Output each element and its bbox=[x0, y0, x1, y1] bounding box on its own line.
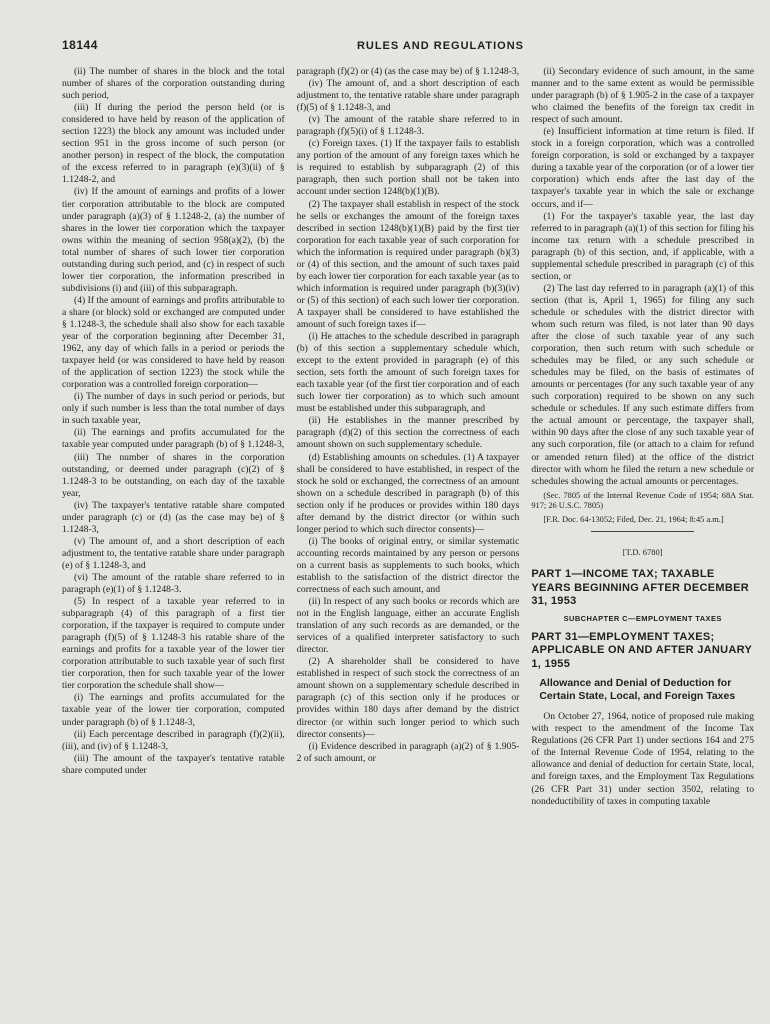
paragraph: (ii) He establishes in the manner prescribed by paragraph (d)(2) of this section the correctness of each amount shown on such supplementary schedule. bbox=[296, 415, 520, 451]
paragraph: (ii) Secondary evidence of such amount, in the same manner and to the same extent as would be permissible under paragraph (b) of § 1.905-2 in the case of a taxpayer who claimed the benefits of the foreign tax credit in respect of such amount. bbox=[531, 66, 755, 126]
paragraph: (e) Insufficient information at time return is filed. If stock in a foreign corporation, which was a controlled foreign corporation, is sold or exchanged by a taxpayer during a taxable year of the corporation (or of a lower tier corporation) which ends after the last day of the taxpayer's taxable year in which the sale or exchange occurs, and if— bbox=[531, 126, 755, 210]
text-columns bbox=[62, 66, 754, 808]
paragraph: (ii) In respect of any such books or records which are not in the English language, either an accurate English translation of any such records as are demanded, or the services of a qualified interpreter satisfactory to such director. bbox=[296, 596, 520, 656]
paragraph: (5) In respect of a taxable year referred to in subparagraph (4) of this paragraph of a first tier corporation, if the taxpayer is required to compute under paragraph (f)(5) of § 1.1248-3 his ratable share of the earnings and profits for a taxable year of the lower tier corporation attributable to such taxable year of such first tier corporation, then for such taxable year of the lower tier corporation the schedule shall show— bbox=[62, 596, 285, 692]
paragraph: (i) He attaches to the schedule described in paragraph (b) of this section a supplementary schedule which, except to the extent provided in paragraph (e) of this section, sets forth the amount of such foreign taxes for each taxable year (of the first tier corporation and of each such lower tier corporation) as to which such amount must be established under this subparagraph, and bbox=[296, 331, 520, 415]
paragraph: (c) Foreign taxes. (1) If the taxpayer fails to establish any portion of the amount of any foreign taxes which he is required to establish by subparagraph (2) of this paragraph, then such portion shall not be taken into account under section 1248(b)(1)(B). bbox=[296, 138, 520, 198]
paragraph: (ii) The number of shares in the block and the total number of shares of the corporation outstanding during such period, bbox=[62, 66, 285, 102]
treasury-decision-number: [T.D. 6780] bbox=[622, 547, 663, 558]
paragraph: (2) A shareholder shall be considered to have established in respect of such stock the correctness of an amount shown on a supplementary schedule described in paragraph (c) of this section only if he produces or provides within 180 days after demand by the district director (or within such longer period to which such director consents)— bbox=[296, 656, 520, 740]
paragraph: (i) The number of days in such period or periods, but only if such number is less than the total number of days in such taxable year, bbox=[62, 391, 285, 427]
paragraph: (iii) The number of shares in the corporation outstanding, or deemed under paragraph (c)(2) of § 1.1248-3 to be outstanding, on each day of the taxable year, bbox=[62, 451, 285, 499]
paragraph: (2) The last day referred to in paragraph (a)(1) of this section (that is, April 1, 1965) for filing any such schedule or schedules with the district director with whom such return was filed, is not later than 90 days after the close of such taxable year of any such corporation, then such return with such schedule or schedules may be filed, or any such schedule or schedules may be filed, on the basis of estimates of amounts or percentages (for any such taxable year of any such corporation) required to be shown on any such schedule or schedules. If any such estimate differs from the actual amount or percentage, the taxpayer shall, within 90 days after the close of any such taxable year of any such corporation, file (or attach to a claim for refund or amended return filed) at the office of the district director with whom he filed the return a new schedule or schedules showing the actual amounts or percentages. bbox=[531, 282, 755, 487]
section-heading: Allowance and Denial of Deduction for Certain State, Local, and Foreign Taxes bbox=[539, 677, 736, 703]
paragraph: (2) The taxpayer shall establish in respect of the stock he sells or exchanges the amount of the foreign taxes described in section 1248(b)(1)(B) paid by the first tier corporation for each taxable year of such corporation for which the information is required under paragraph (b)(3) or (4) of this section, and the amount of such taxes paid by each lower tier corporation for each taxable year (as to which information is required under paragraph (b)(3)(iv) or (5) of this section) of each such lower tier corporation. A taxpayer shall be considered to have established the amount of such foreign taxes if— bbox=[296, 198, 520, 330]
divider bbox=[591, 531, 694, 532]
fr-doc-citation: [F.R. Doc. 64-13052; Filed, Dec. 21, 1964; 8:45 a.m.] bbox=[543, 514, 724, 524]
paragraph: (ii) Each percentage described in paragraph (f)(2)(ii), (iii), and (iv) of § 1.1248-3, bbox=[62, 728, 285, 752]
column-3 bbox=[531, 66, 754, 808]
paragraph: (iv) The amount of, and a short description of each adjustment to, the tentative ratable share under paragraph (f)(5) of § 1.1248-3, and bbox=[296, 78, 520, 114]
paragraph: (i) The earnings and profits accumulated for the taxable year of the lower tier corporation, computed under paragraph (b) of § 1.1248-3, bbox=[62, 692, 285, 728]
paragraph: (iii) The amount of the taxpayer's tentative ratable share computed under bbox=[62, 752, 285, 776]
subchapter-heading: SUBCHAPTER C—EMPLOYMENT TAXES bbox=[563, 613, 722, 623]
column-1 bbox=[62, 66, 285, 808]
paragraph: (i) Evidence described in paragraph (a)(2) of § 1.905-2 of such amount, or bbox=[296, 740, 520, 764]
paragraph: (v) The amount of the ratable share referred to in paragraph (f)(5)(i) of § 1.1248-3. bbox=[296, 114, 520, 138]
paragraph: (d) Establishing amounts on schedules. (1) A taxpayer shall be considered to have established, in respect of the stock he sold or exchanged, the correctness of an amount shown on a schedule described in paragraph (b) of this section only if he produces or provides within 180 days after demand by the district director (or within such longer period to which such director consents)— bbox=[296, 451, 520, 535]
page-header bbox=[62, 38, 754, 52]
paragraph: (iv) The taxpayer's tentative ratable share computed under paragraph (c) or (d) (as the case may be) of § 1.1248-3, bbox=[62, 499, 285, 535]
paragraph: (1) For the taxpayer's taxable year, the last day referred to in paragraph (a)(1) of this section for filing his income tax return with a schedule prescribed in paragraph (b) of this section, and, if applicable, with a supplemental schedule prescribed in paragraph (c) of this section, or bbox=[531, 210, 755, 282]
paragraph: On October 27, 1964, notice of proposed rule making with respect to the amendment of the Income Tax Regulations (26 CFR Part 1) under sections 164 and 275 of the Internal Revenue Code of 1954, relating to the allowance and denial of deduction for certain State, local, and foreign taxes, and the Employment Tax Regulations (26 CFR Part 31) under section 3502, relating to nondeductibility of taxes in computing taxable bbox=[531, 711, 755, 807]
paragraph: (iii) If during the period the person held (or is considered to have held by reason of the application of section 1223) the block any amount was included under section 951 in the gross income of such person (or another person) in respect of the block, the computation of the excess referred to in paragraph (e)(3)(ii) of § 1.1248-2, and bbox=[62, 102, 285, 186]
part-heading: PART 31—EMPLOYMENT TAXES; APPLICABLE ON AND AFTER JANUARY 1, 1955 bbox=[531, 630, 752, 670]
paragraph: (iv) If the amount of earnings and profits of a lower tier corporation attributable to the block are computed under paragraph (a)(3) of § 1.1248-2, (a) the number of shares in the lower tier corporation which the taxpayer owns within the meaning of section 958(a)(2), (b) the total number of shares of such lower tier corporation outstanding during such period, and (c) in respect of such lower tier corporation, the information prescribed in subdivisions (i) and (iii) of this subparagraph. bbox=[62, 186, 285, 294]
paragraph: (v) The amount of, and a short description of each adjustment to, the tentative ratable share under paragraph (e) of § 1.1248-3, and bbox=[62, 535, 285, 571]
paragraph: (i) The books of original entry, or similar systematic accounting records maintained by any person or persons on a current basis as supplements to such books, which establish to the satisfaction of the district director the correctness of each such amount, and bbox=[296, 535, 520, 596]
paragraph: (ii) The earnings and profits accumulated for the taxable year computed under paragraph (b) of § 1.1248-3, bbox=[62, 427, 285, 451]
page-number: 18144 bbox=[62, 38, 98, 52]
column-2 bbox=[297, 66, 520, 808]
paragraph: (4) If the amount of earnings and profits attributable to a share (or block) sold or exchanged are computed under § 1.1248-3, the schedule shall also show for each taxable year of the corporation beginning after December 31, 1962, any day of which falls in a period or periods the taxpayer held (or was considered to have held by reason of the application of section 1223) the stock while the corporation was a controlled foreign corporation— bbox=[62, 294, 285, 391]
running-head: RULES AND REGULATIONS bbox=[356, 40, 524, 52]
paragraph: (vi) The amount of the ratable share referred to in paragraph (e)(1) of § 1.1248-3. bbox=[62, 571, 285, 596]
paragraph: paragraph (f)(2) or (4) (as the case may be) of § 1.1248-3, bbox=[296, 66, 520, 77]
part-heading: PART 1—INCOME TAX; TAXABLE YEARS BEGINNING AFTER DECEMBER 31, 1953 bbox=[531, 568, 749, 608]
statutory-citation: (Sec. 7805 of the Internal Revenue Code of 1954; 68A Stat. 917; 26 U.S.C. 7805) bbox=[531, 490, 755, 511]
